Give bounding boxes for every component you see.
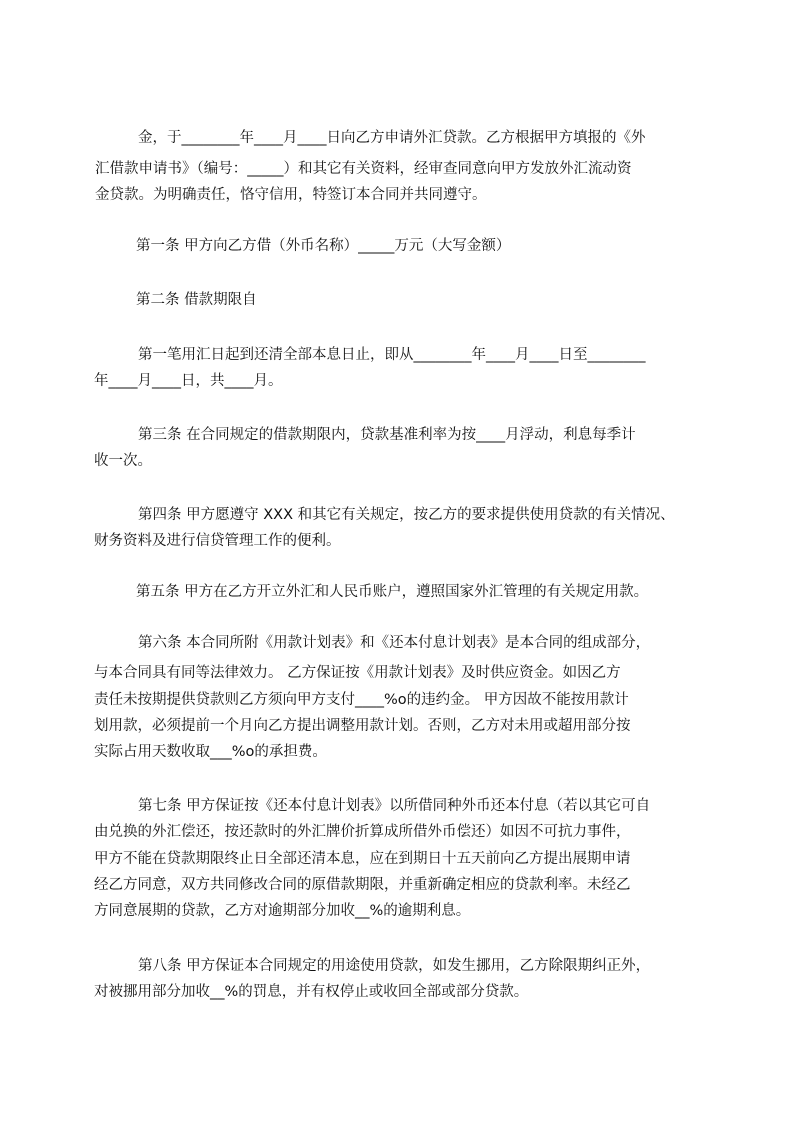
- article-2-line-2: 年____月____日，共____月。: [94, 373, 283, 389]
- article-8-line-1: 第八条 甲方保证本合同规定的用途使用贷款，如发生挪用，乙方除限期纠正外，: [138, 958, 651, 974]
- article-7-line-1: 第七条 甲方保证按《还本付息计划表》以所借同种外币还本付息（若以其它可自: [138, 798, 651, 814]
- article-4-line-2: 财务资料及进行信贷管理工作的便利。: [94, 533, 341, 549]
- article-1: 第一条 甲方向乙方借（外币名称）_____万元（大写金额）: [136, 238, 511, 254]
- article-7-line-5: 方同意展期的贷款，乙方对逾期部分加收__%的逾期利息。: [94, 903, 471, 919]
- article-3-line-1: 第三条 在合同规定的借款期限内，贷款基准利率为按____月浮动，利息每季计: [138, 427, 636, 443]
- article-6-line-1: 第六条 本合同所附《用款计划表》和《还本付息计划表》是本合同的组成部分，: [138, 635, 651, 651]
- article-5: 第五条 甲方在乙方开立外汇和人民币账户，遵照国家外汇管理的有关规定用款。: [136, 584, 649, 600]
- article-3-line-2: 收一次。: [94, 453, 152, 469]
- article-7-line-4: 经乙方同意，双方共同修改合同的原借款期限，并重新确定相应的贷款利率。未经乙: [94, 877, 631, 893]
- intro-line-1: 金，于________年____月____日向乙方申请外汇贷款。乙方根据甲方填报的《外: [138, 130, 646, 146]
- article-6-line-3: 责任未按期提供贷款则乙方须向甲方支付____%o的违约金。 甲方因故不能按用款计: [94, 692, 629, 708]
- article-2-title: 第二条 借款期限自: [136, 292, 257, 308]
- article-6-line-5: 实际占用天数收取___%o的承担费。: [94, 744, 327, 760]
- intro-line-3: 金贷款。为明确责任，恪守信用，特签订本合同并共同遵守。: [95, 187, 487, 203]
- article-2-line-1: 第一笔用汇日起到还清全部本息日止，即从________年____月____日至________: [138, 347, 646, 363]
- article-6-line-4: 划用款，必须提前一个月向乙方提出调整用款计划。否则，乙方对未用或超用部分按: [94, 718, 631, 734]
- article-4-line-1: 第四条 甲方愿遵守 XXX 和其它有关规定，按乙方的要求提供使用贷款的有关情况、: [138, 507, 675, 523]
- article-8-line-2: 对被挪用部分加收__%的罚息，并有权停止或收回全部或部分贷款。: [94, 984, 529, 1000]
- intro-line-2: 汇借款申请书》（编号：_____）和其它有关资料，经审查同意向甲方发放外汇流动资: [95, 161, 632, 177]
- article-7-line-3: 甲方不能在贷款期限终止日全部还清本息，应在到期日十五天前向乙方提出展期申请: [94, 851, 631, 867]
- article-7-line-2: 由兑换的外汇偿还，按还款时的外汇牌价折算成所借外币偿还）如因不可抗力事件，: [94, 824, 631, 840]
- article-6-line-2: 与本合同具有同等法律效力。 乙方保证按《用款计划表》及时供应资金。如因乙方: [94, 665, 621, 681]
